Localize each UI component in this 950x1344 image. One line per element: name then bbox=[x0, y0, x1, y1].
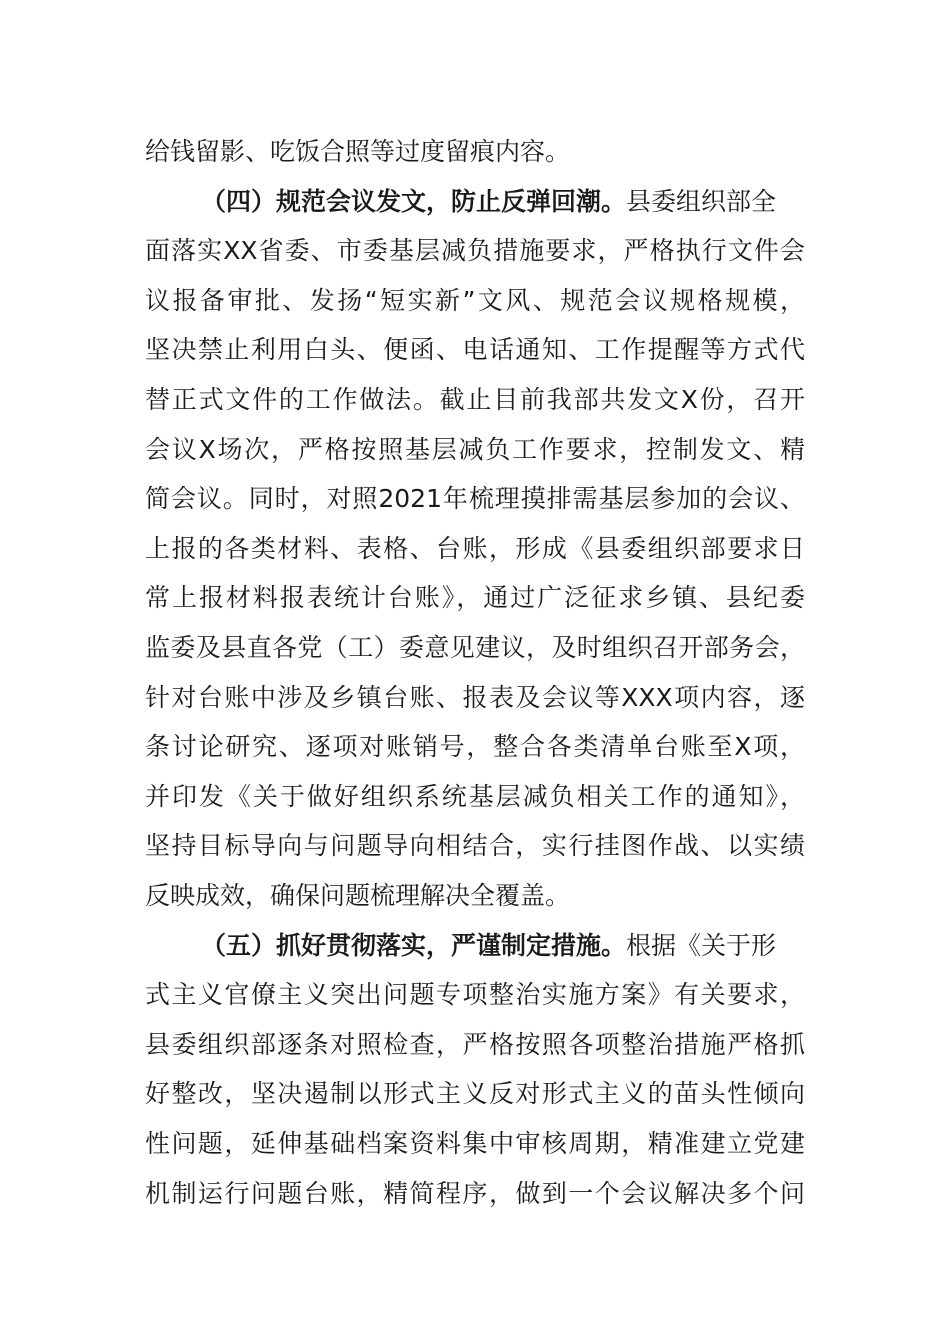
section-heading-5: （五）抓好贯彻落实，严谨制定措施。 bbox=[201, 930, 627, 960]
paragraph-line: 上报的各类材料、表格、台账，形成《县委组织部要求日 bbox=[145, 533, 805, 563]
paragraph-line: 会议X场次，严格按照基层减负工作要求，控制发文、精 bbox=[145, 434, 805, 464]
paragraph-line: 坚决禁止利用白头、便函、电话通知、工作提醒等方式代 bbox=[145, 335, 805, 365]
section-heading-4: （四）规范会议发文，防止反弹回潮。 bbox=[201, 186, 627, 216]
paragraph-line: 议报备审批、发扬“短实新”文风、规范会议规格规模， bbox=[145, 285, 805, 315]
paragraph-line: 简会议。同时，对照2021年梳理摸排需基层参加的会议、 bbox=[145, 484, 805, 514]
paragraph-line: 给钱留影、吃饭合照等过度留痕内容。 bbox=[145, 137, 571, 166]
paragraph-first-line bbox=[145, 177, 805, 227]
paragraph-line: 并印发《关于做好组织系统基层减负相关工作的通知》， bbox=[145, 781, 805, 811]
paragraph-first-line bbox=[145, 921, 805, 971]
paragraph-line: 县委组织部逐条对照检查，严格按照各项整治措施严格抓 bbox=[145, 1029, 805, 1059]
paragraph-line: 好整改，坚决遏制以形式主义反对形式主义的苗头性倾向 bbox=[145, 1079, 805, 1109]
paragraph-line: 监委及县直各党（工）委意见建议，及时组织召开部务会， bbox=[145, 632, 805, 662]
paragraph-line: 条讨论研究、逐项对账销号，整合各类清单台账至X项， bbox=[145, 732, 805, 762]
paragraph-tail bbox=[145, 127, 805, 177]
paragraph-line: 面落实XX省委、市委基层减负措施要求，严格执行文件会 bbox=[145, 236, 805, 266]
paragraph-line: 常上报材料报表统计台账》，通过广泛征求乡镇、县纪委 bbox=[145, 583, 805, 613]
paragraph-section-4 bbox=[145, 177, 805, 921]
paragraph-line: 性问题，延伸基础档案资料集中审核周期，精准建立党建 bbox=[145, 1128, 805, 1158]
paragraph-line: 坚持目标导向与问题导向相结合，实行挂图作战、以实绩 bbox=[145, 831, 805, 861]
paragraph-line: 根据《关于形 bbox=[626, 930, 777, 960]
paragraph-line: 反映成效，确保问题梳理解决全覆盖。 bbox=[145, 880, 571, 910]
paragraph-line: 式主义官僚主义突出问题专项整治实施方案》有关要求， bbox=[145, 980, 805, 1010]
paragraph-line: 县委组织部全 bbox=[626, 186, 777, 216]
paragraph-line: 针对台账中涉及乡镇台账、报表及会议等XXX项内容，逐 bbox=[145, 682, 805, 712]
paragraph-line: 机制运行问题台账，精简程序，做到一个会议解决多个问 bbox=[145, 1178, 805, 1208]
paragraph-section-5 bbox=[145, 921, 805, 1219]
paragraph-line: 替正式文件的工作做法。截止目前我部共发文X份，召开 bbox=[145, 384, 805, 414]
